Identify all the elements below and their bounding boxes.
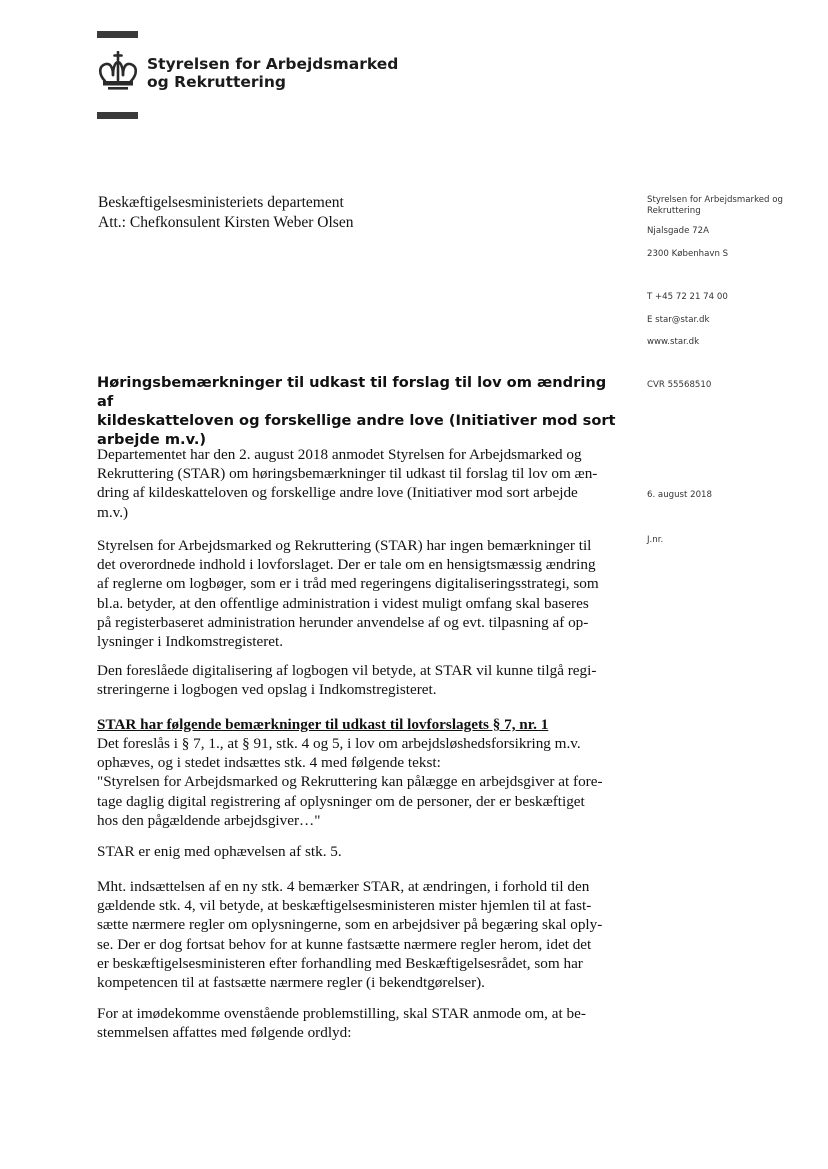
text-line: streringerne i logbogen ved opslag i Indkomstregisteret. <box>97 681 437 699</box>
text-line: er beskæftigelsesministeren efter forhandling med Beskæftigelsesrådet, som har <box>97 954 583 972</box>
text-line: på registerbaseret administration herunder anvendelse af og evt. tilpasning af op- <box>97 613 589 631</box>
section-heading-text: STAR har følgende bemærkninger til udkast til lovforslagets § 7, nr. 1 <box>97 716 549 733</box>
paragraph-digitalisation <box>97 661 617 699</box>
text-line: Den foreslåede digitalisering af logbogen vil betyde, at STAR vil kunne tilgå regi- <box>97 662 597 679</box>
text-line: Styrelsen for Arbejdsmarked og Rekruttering (STAR) har ingen bemærkninger til <box>97 537 592 554</box>
subject-line1: Høringsbemærkninger til udkast til forslag til lov om ændring af <box>97 374 607 410</box>
sender-street: Njalsgade 72A <box>647 226 709 236</box>
sender-web: www.star.dk <box>647 337 700 347</box>
paragraph-request-wording <box>97 1004 617 1042</box>
text-line: se. Der er dog fortsat behov for at kunne fastsætte nærmere regler herom, idet det <box>97 935 592 953</box>
text-line: hos den pågældende arbejdsgiver…" <box>97 811 321 829</box>
recipient-block <box>98 193 353 233</box>
paragraph-proposal <box>97 734 617 830</box>
org-name <box>147 55 398 91</box>
text-line: stemmelsen affattes med følgende ordlyd: <box>97 1024 352 1042</box>
org-name-line1: Styrelsen for Arbejdsmarked <box>147 55 399 73</box>
journal-number: J.nr. <box>647 535 664 545</box>
sender-email: E star@star.dk <box>647 315 710 325</box>
text-line: lysninger i Indkomstregisteret. <box>97 633 284 651</box>
paragraph-request <box>97 445 617 522</box>
recipient-department: Beskæftigelsesministeriets departement <box>98 194 344 211</box>
sender-name-line1: Styrelsen for Arbejdsmarked og <box>647 195 783 205</box>
text-line: Det foreslås i § 7, 1., at § 91, stk. 4 og 5, i lov om arbejdsløshedsforsikring m.v. <box>97 735 581 752</box>
sender-name-line2: Rekruttering <box>647 206 701 216</box>
text-line: kompetencen til at fastsætte nærmere regler (i bekendtgørelser). <box>97 974 485 992</box>
subject-heading <box>97 373 617 449</box>
text-line: af reglerne om logbøger, som er i tråd med regeringens digitaliseringsstrategi, som <box>97 575 599 593</box>
recipient-attention: Att.: Chefkonsulent Kirsten Weber Olsen <box>98 214 354 231</box>
letterhead-bar-bottom <box>97 112 138 119</box>
section-heading <box>97 715 617 734</box>
text-line: For at imødekomme ovenstående problemstilling, skal STAR anmode om, at be- <box>97 1005 586 1022</box>
text-line: "Styrelsen for Arbejdsmarked og Rekruttering kan pålægge en arbejdsgiver at fore- <box>97 773 603 791</box>
org-name-line2: og Rekruttering <box>147 73 286 91</box>
sender-phone: T +45 72 21 74 00 <box>647 292 728 302</box>
text-line: dring af kildeskatteloven og forskellige andre love (Initiativer mod sort arbejde <box>97 484 578 502</box>
text-line: sætte nærmere regler om oplysningerne, som en arbejdsiver på begæring skal oply- <box>97 916 603 934</box>
sender-cvr: CVR 55568510 <box>647 380 712 390</box>
paragraph-insertion-remarks <box>97 877 617 992</box>
letterhead-bar-top <box>97 31 138 38</box>
sender-city: 2300 København S <box>647 249 729 259</box>
text-line: m.v.) <box>97 503 129 521</box>
letter-date: 6. august 2018 <box>647 490 712 500</box>
subject-line2: kildeskatteloven og forskellige andre love (Initiativer mod sort <box>97 412 616 429</box>
text-line: Mht. indsættelsen af en ny stk. 4 bemærker STAR, at ændringen, i forhold til den <box>97 878 590 895</box>
text-line: STAR er enig med ophævelsen af stk. 5. <box>97 843 342 860</box>
text-line: Departementet har den 2. august 2018 anmodet Styrelsen for Arbejdsmarked og <box>97 446 582 463</box>
text-line: gældende stk. 4, vil betyde, at beskæftigelsesministeren mister hjemlen til at fast- <box>97 897 592 915</box>
text-line: Rekruttering (STAR) om høringsbemærkninger til udkast til forslag til lov om æn- <box>97 465 598 483</box>
text-line: det overordnede indhold i lovforslaget. Der er tale om en hensigtsmæssig ændring <box>97 556 596 574</box>
paragraph-general-remarks <box>97 536 617 651</box>
text-line: ophæves, og i stedet indsættes stk. 4 med følgende tekst: <box>97 754 441 772</box>
crown-logo-icon <box>96 51 140 91</box>
subject-line3: arbejde m.v.) <box>97 431 207 448</box>
text-line: bl.a. betyder, at den offentlige administration i videst muligt omfang skal baseres <box>97 594 589 612</box>
paragraph-agreement <box>97 842 617 861</box>
text-line: tage daglig digital registrering af oplysninger om de personer, der er beskæftiget <box>97 792 585 810</box>
